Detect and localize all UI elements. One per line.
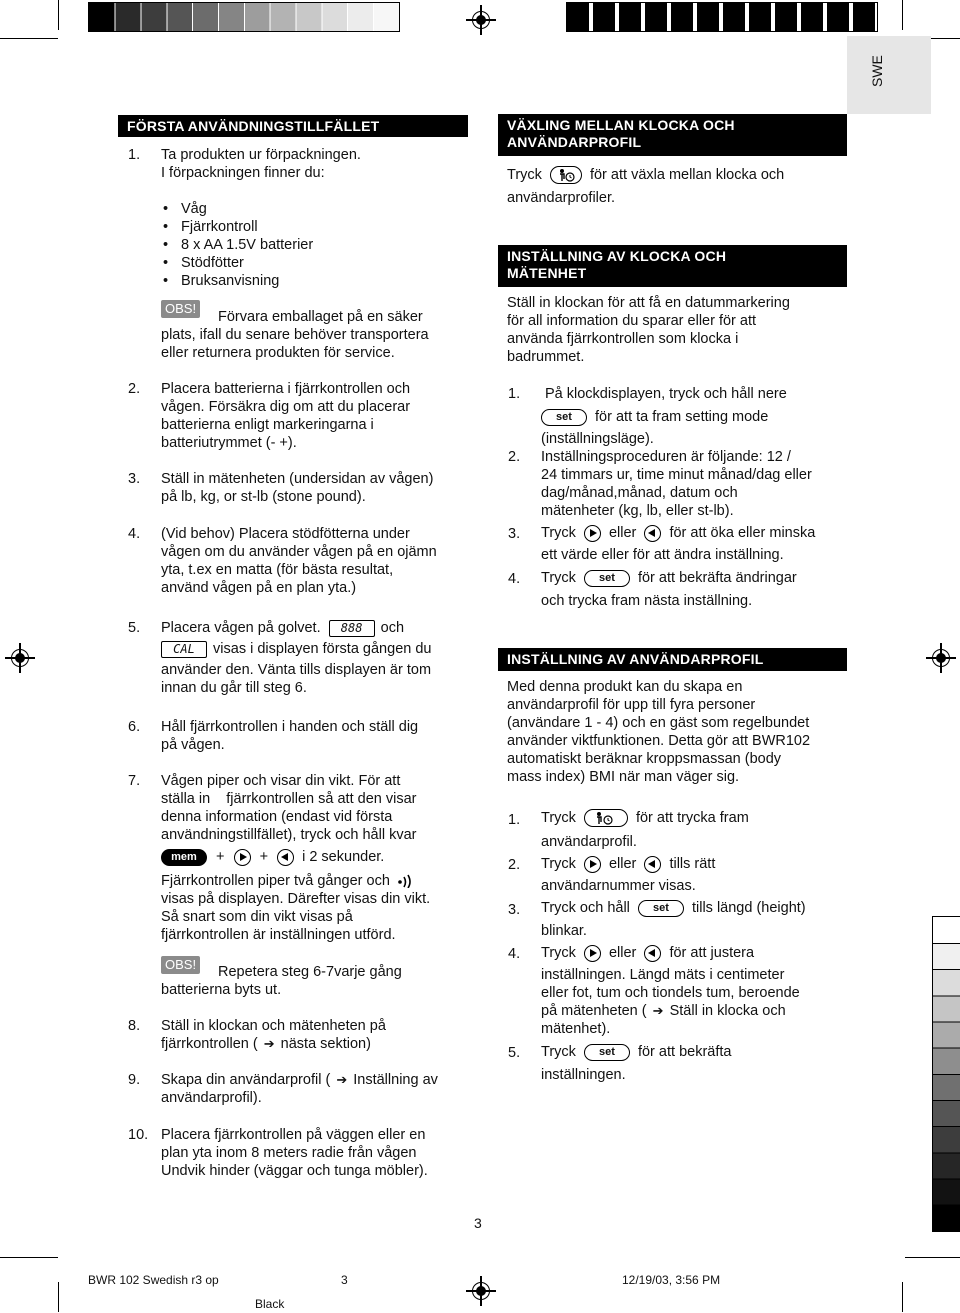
step-text-part: Skapa din användarprofil ( [161,1072,331,1088]
step-text [161,1035,371,1053]
step-text [161,872,415,890]
step-text [161,1071,438,1089]
step-text: inställningen. [541,1067,626,1083]
left-arrow-button-icon [644,856,661,873]
step-text: batterierna enligt markeringarna i [161,417,374,433]
obs-badge: OBS! [161,300,200,318]
obs-badge: OBS! [161,956,200,974]
step-text [541,855,715,873]
step-text: fjärrkontrollen är inställningen utförd. [161,927,396,943]
step-text: Vågen piper och visar din vikt. För att [161,773,401,789]
registration-mark-right [926,643,956,673]
step-text [541,944,754,962]
paragraph-line: använder viktfunktionen. Detta gör att BWR102 [507,733,811,749]
paragraph-line: (användare 1 - 4) och en gäst som regelbundet [507,715,810,731]
right-arrow-button-icon [584,525,601,542]
step-text: inställningen. Längd mäts i centimeter [541,967,785,983]
step-text-part: och [380,620,405,636]
bullet: • [163,255,169,271]
step-text [541,524,815,542]
step-text: eller fot, tum och tiondels tum, beroende [541,985,800,1001]
paragraph-line: använda fjärrkontrollen som klocka i [507,331,739,347]
text-part: tills rätt [669,856,716,872]
text-part: Tryck [541,945,576,961]
paragraph-line: badrummet. [507,349,585,365]
obs-note-2 [161,956,200,974]
step-text: Ställ in klockan och mätenheten på [161,1018,386,1034]
step-text [161,640,431,658]
step-text [541,899,806,917]
footer-date: 12/19/03, 3:56 PM [622,1273,721,1287]
step-text: på lb, kg, or st-lb (stone pound). [161,489,366,505]
section-heading-user-profile: INSTÄLLNING AV ANVÄNDARPROFIL [498,648,847,671]
language-tab-label: SWE [869,55,885,87]
step-number: 4. [128,526,141,542]
bullet: • [163,219,169,235]
crop-mark [0,1257,58,1258]
step-text: (Vid behov) Placera stödfötterna under [161,526,410,542]
language-tab [847,36,931,114]
paragraph-line: Ställ in klockan för att få en datummarkering [507,295,790,311]
bullet: • [163,273,169,289]
step-text: ställa in fjärrkontrollen så att den visar [161,791,417,807]
step-number: 7. [128,773,141,789]
text-part: för att ta fram setting mode [595,409,769,425]
note-text: batterierna byts ut. [161,982,282,998]
bullet: • [163,201,169,217]
text-part: Tryck [541,570,576,586]
step-text: vågen. Försäkra dig om att du placerar [161,399,411,415]
step-number: 2. [128,381,141,397]
paragraph-line [507,166,784,184]
list-item: Våg [181,201,207,217]
step-number: 2. [508,857,521,873]
section-heading-first-use: FÖRSTA ANVÄNDNINGSTILLFÄLLET [118,115,468,137]
paragraph-line: automatiskt beräknar kroppsmassan (body [507,751,782,767]
step-text: denna information (endast vid första [161,809,393,825]
step-number: 4. [508,946,521,962]
note-text: eller returnera produkten för service. [161,345,395,361]
set-button-icon: set [584,570,630,587]
color-bar-left [88,2,400,32]
step-text: använder den. Vänta tills displayen är tom [161,662,432,678]
step-number: 1. [508,812,521,828]
step-number: 2. [508,449,521,465]
step-text-part: Inställning av [353,1072,438,1088]
note-text: Förvara emballaget på en säker [218,309,423,325]
gray-scale-strip [932,916,960,1232]
list-item: Fjärrkontroll [181,219,258,235]
step-text: Placera batterierna i fjärrkontrollen och [161,381,411,397]
step-text: 24 timmars ur, time minut månad/dag eller [541,467,812,483]
step-text: vågen om du använder vågen på en ojämn [161,544,437,560]
text-part: eller [608,525,637,541]
plus-sign: + [259,849,269,865]
text-part: på mätenheten ( [541,1003,647,1019]
text-part: Tryck [541,856,576,872]
step-text: dag/månad,månad, datum och [541,485,738,501]
heading-line: ANVÄNDARPROFIL [507,134,642,150]
step-text: visas på displayen. Därefter visas din vikt. [161,891,431,907]
step-text-part: fjärrkontrollen ( [161,1036,258,1052]
arrow-icon: ➔ [652,1003,664,1018]
text-part: för att trycka fram [635,810,749,826]
step-text: mätenhet). [541,1021,611,1037]
step-text: och trycka fram nästa inställning. [541,593,753,609]
right-arrow-button-icon [584,856,601,873]
list-item: 8 x AA 1.5V batterier [181,237,314,253]
paragraph-line: Med denna produkt kan du skapa en [507,679,743,695]
step-text: ett värde eller för att ändra inställning. [541,547,784,563]
text-part: Ställ in klocka och [669,1003,786,1019]
set-button-icon: set [541,409,587,426]
text-part: eller [608,856,637,872]
step-text-part: nästa sektion) [280,1036,371,1052]
text-part: för att justera [669,945,755,961]
step-text: yta, t.ex en matta (för bästa resultat, [161,562,394,578]
plus-sign: + [216,849,225,865]
step-text [541,1002,786,1020]
text-part: Tryck [541,525,576,541]
step-text: batteriutrymmet (- +). [161,435,297,451]
text-part: för att öka eller minska [669,525,816,541]
text-part: Tryck [507,167,542,183]
step-number: 3. [508,902,521,918]
step-text: Placera fjärrkontrollen på väggen eller en [161,1127,426,1143]
step-text-part: Placera vågen på golvet. [161,620,321,636]
paragraph-line: för all information du sparar eller för att [507,313,757,329]
set-button-icon: set [584,1044,630,1061]
text-part: för att växla mellan klocka och [589,167,785,183]
step-text: Inställningsproceduren är följande: 12 / [541,449,791,465]
crop-mark [902,0,903,30]
step-text: plan yta inom 8 meters radie från vågen [161,1145,417,1161]
set-button-icon: set [638,900,684,917]
registration-mark-left [5,643,35,673]
step-text [541,1043,731,1061]
right-arrow-button-icon [584,945,601,962]
step-number: 4. [508,571,521,587]
step-text: användarnummer visas. [541,878,696,894]
button-sequence [161,848,384,866]
heading-line: MÄTENHET [507,265,587,281]
text-part: eller [608,945,637,961]
step-text: innan du går till steg 6. [161,680,307,696]
step-number: 10. [128,1127,149,1143]
mem-button-icon: mem [161,849,207,866]
list-item: Stödfötter [181,255,244,271]
step-text [541,408,768,426]
step-number: 9. [128,1072,141,1088]
step-text-part: Fjärrkontrollen piper två gånger och [161,873,390,889]
crop-mark [902,1282,903,1312]
step-number: 3. [128,471,141,487]
user-clock-button-icon [584,809,628,827]
step-number: 8. [128,1018,141,1034]
footer-filename: BWR 102 Swedish r3 op [88,1273,219,1287]
registration-mark-bottom [466,1276,496,1306]
step-text: (inställningsläge). [541,431,654,447]
registration-mark-top [466,5,496,35]
user-clock-button-icon [550,166,582,184]
step-text: användarprofil. [541,834,637,850]
text-part: tills längd (height) [691,900,806,916]
step-number: 5. [508,1045,521,1061]
text-part: för att bekräfta [637,1044,732,1060]
step-text: på vågen. [161,737,225,753]
left-arrow-button-icon [644,945,661,962]
step-text-part: visas i displayen första gången du [213,641,432,657]
page-number: 3 [474,1215,482,1231]
paragraph-line: mass index) BMI när man väger sig. [507,769,740,785]
step-text: använd vågen på en plan yta.) [161,580,357,596]
step-number: 3. [508,526,521,542]
step-text: Undvik hinder (väggar och tunga möbler). [161,1163,428,1179]
step-text [541,809,749,827]
step-text [541,569,797,587]
paragraph-line: användarprofil för upp till fyra personer [507,697,756,713]
step-number: 5. [128,620,141,636]
step-text: I förpackningen finner du: [161,165,325,181]
note-text: plats, ifall du senare behöver transportera [161,327,429,343]
paragraph-line: användarprofiler. [507,190,616,206]
step-number: 6. [128,719,141,735]
crop-mark [905,1257,960,1258]
lcd-display-icon: CAL [161,641,207,658]
crop-mark [0,38,58,39]
section-heading-clock-unit [498,245,847,287]
list-item: Bruksanvisning [181,273,280,289]
step-text: Håll fjärrkontrollen i handen och ställ dig [161,719,419,735]
right-arrow-button-icon [234,849,251,866]
step-text: På klockdisplayen, tryck och håll nere [545,386,787,402]
step-text: mätenheter (kg, lb, eller st-lb). [541,503,734,519]
footer-color: Black [255,1297,285,1311]
step-number: 1. [508,386,521,402]
arrow-icon: ➔ [263,1036,275,1051]
step-text-part: i 2 sekunder. [302,849,385,865]
step-text: blinkar. [541,923,587,939]
left-arrow-button-icon [644,525,661,542]
lcd-display-icon: 888 [329,620,375,637]
step-number: 1. [128,147,141,163]
step-text [161,619,404,637]
left-arrow-button-icon [277,849,294,866]
obs-note-1 [161,300,200,318]
signal-waves-icon [397,874,415,888]
step-text: Ta produkten ur förpackningen. [161,147,361,163]
step-text: användarprofil). [161,1090,262,1106]
text-part: Tryck och håll [541,900,630,916]
heading-line: INSTÄLLNING AV KLOCKA OCH [507,248,727,264]
text-part: för att bekräfta ändringar [637,570,797,586]
step-text: användningstillfället), tryck och håll kvar [161,827,417,843]
step-text: Ställ in mätenheten (undersidan av vågen) [161,471,434,487]
crop-mark [58,0,59,30]
section-heading-clock-profile-switch [498,114,847,156]
note-text: Repetera steg 6-7varje gång [218,964,402,980]
text-part: Tryck [541,810,576,826]
step-text: Så snart som din vikt visas på [161,909,353,925]
heading-line: VÄXLING MELLAN KLOCKA OCH [507,117,735,133]
footer-page: 3 [341,1273,348,1287]
crop-mark [58,1282,59,1312]
color-bar-right [566,2,878,32]
text-part: Tryck [541,1044,576,1060]
bullet: • [163,237,169,253]
arrow-icon: ➔ [336,1072,348,1087]
